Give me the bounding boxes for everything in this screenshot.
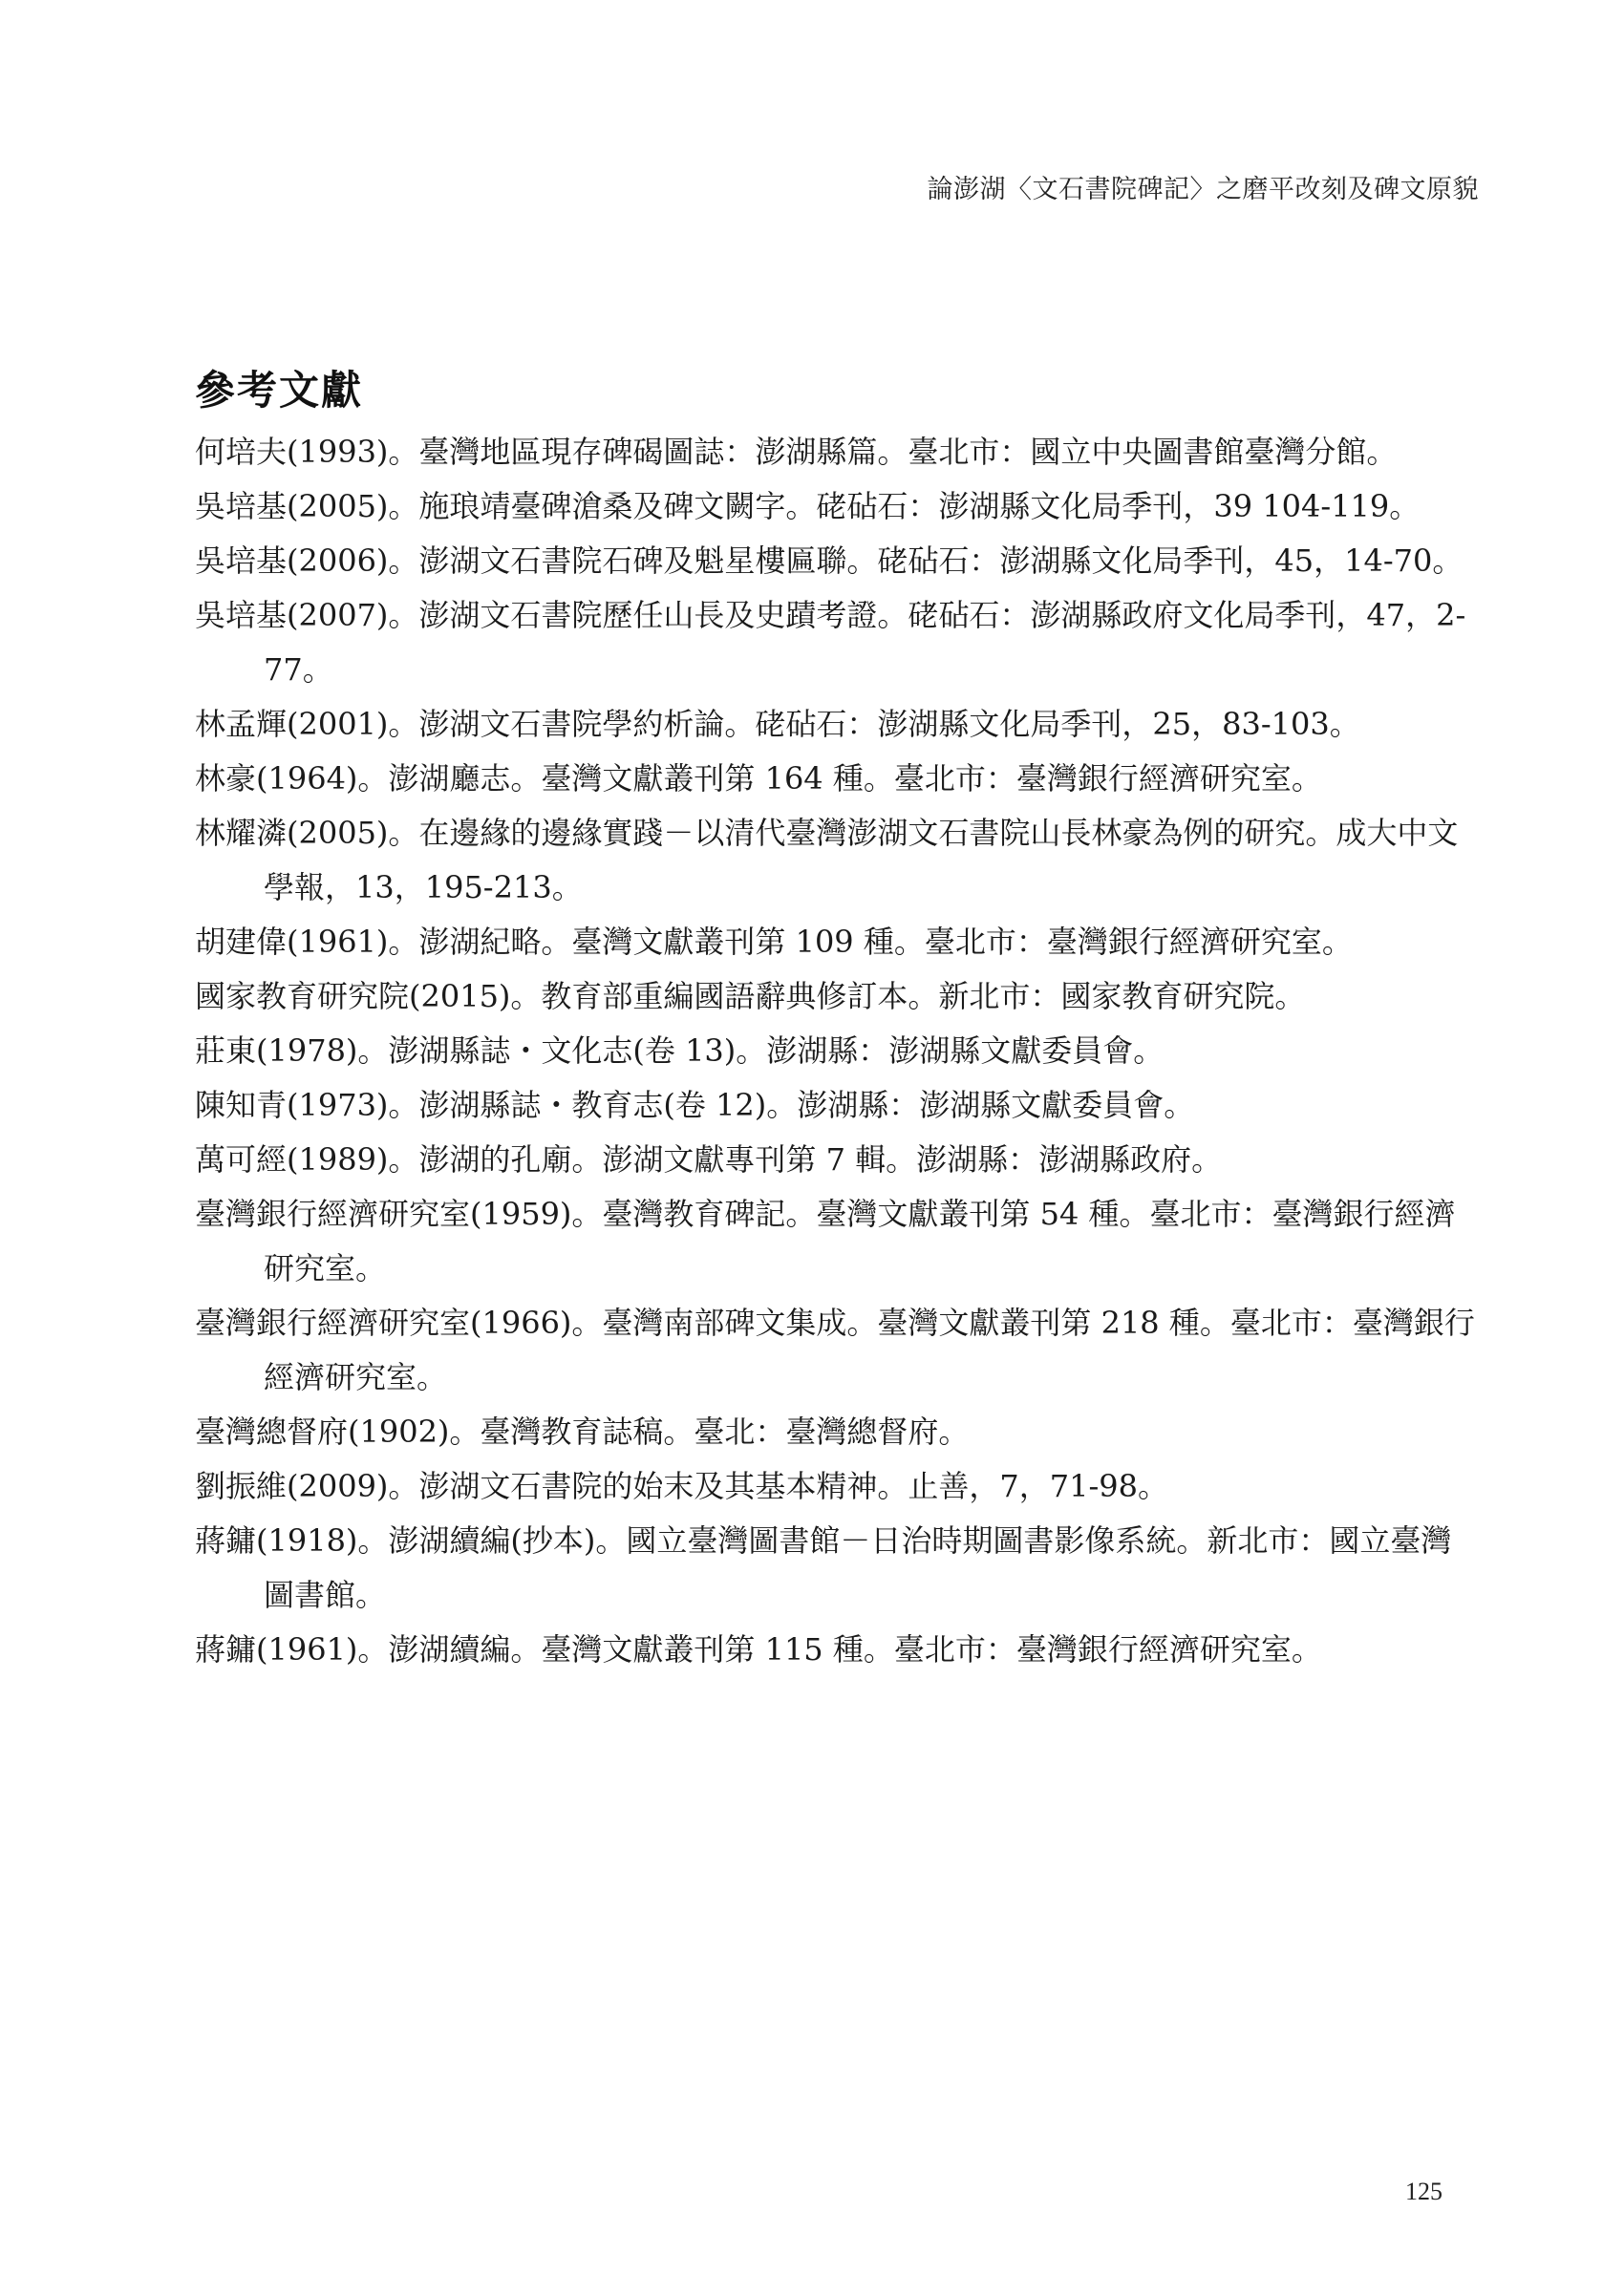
page-number: 125 — [1405, 2178, 1442, 2205]
reference-item: 林孟輝(2001)。澎湖文石書院學約析論。硓砧石：澎湖縣文化局季刊，25，83-103。 — [195, 706, 1360, 742]
reference-item: 劉振維(2009)。澎湖文石書院的始末及其基本精神。止善，7，71-98。 — [195, 1468, 1169, 1504]
reference-item: 吳培基(2006)。澎湖文石書院石碑及魁星樓匾聯。硓砧石：澎湖縣文化局季刊，45，14-70。 — [195, 542, 1464, 579]
reference-item: 萬可經(1989)。澎湖的孔廟。澎湖文獻專刊第 7 輯。澎湖縣：澎湖縣政府。 — [195, 1141, 1223, 1178]
reference-item: 莊東(1978)。澎湖縣誌・文化志(卷 13)。澎湖縣：澎湖縣文獻委員會。 — [195, 1032, 1165, 1069]
reference-item: 臺灣銀行經濟研究室(1966)。臺灣南部碑文集成。臺灣文獻叢刊第 218 種。臺北市：臺灣銀行經濟研究室。 — [195, 1305, 1475, 1395]
reference-item: 蔣鏞(1918)。澎湖續編(抄本)。國立臺灣圖書館－日治時期圖書影像系統。新北市：國立臺灣圖書館。 — [195, 1522, 1452, 1613]
reference-item: 吳培基(2007)。澎湖文石書院歷任山長及史蹟考證。硓砧石：澎湖縣政府文化局季刊，47，2-77。 — [195, 597, 1466, 688]
reference-item: 臺灣總督府(1902)。臺灣教育誌稿。臺北：臺灣總督府。 — [195, 1414, 970, 1450]
running-header: 論澎湖〈文石書院碑記〉之磨平改刻及碑文原貌 — [927, 175, 1479, 204]
reference-item: 蔣鏞(1961)。澎湖續編。臺灣文獻叢刊第 115 種。臺北市：臺灣銀行經濟研究室。 — [195, 1631, 1322, 1668]
reference-item: 國家教育研究院(2015)。教育部重編國語辭典修訂本。新北市：國家教育研究院。 — [195, 978, 1306, 1014]
reference-item: 臺灣銀行經濟研究室(1959)。臺灣教育碑記。臺灣文獻叢刊第 54 種。臺北市：臺灣銀行經濟研究室。 — [195, 1196, 1456, 1286]
reference-item: 胡建偉(1961)。澎湖紀略。臺灣文獻叢刊第 109 種。臺北市：臺灣銀行經濟研究室。 — [195, 924, 1353, 960]
section-title: 參考文獻 — [195, 367, 364, 414]
reference-item: 陳知青(1973)。澎湖縣誌・教育志(卷 12)。澎湖縣：澎湖縣文獻委員會。 — [195, 1087, 1195, 1123]
reference-list — [195, 425, 1475, 1677]
reference-item: 林耀潾(2005)。在邊緣的邊緣實踐－以清代臺灣澎湖文石書院山長林豪為例的研究。成大中文學報，13，195-213。 — [195, 815, 1459, 905]
reference-item: 林豪(1964)。澎湖廳志。臺灣文獻叢刊第 164 種。臺北市：臺灣銀行經濟研究室。 — [195, 760, 1322, 797]
reference-item: 何培夫(1993)。臺灣地區現存碑碣圖誌：澎湖縣篇。臺北市：國立中央圖書館臺灣分館。 — [195, 434, 1398, 470]
reference-item: 吳培基(2005)。施琅靖臺碑滄桑及碑文闕字。硓砧石：澎湖縣文化局季刊，39 104-119。 — [195, 488, 1421, 524]
